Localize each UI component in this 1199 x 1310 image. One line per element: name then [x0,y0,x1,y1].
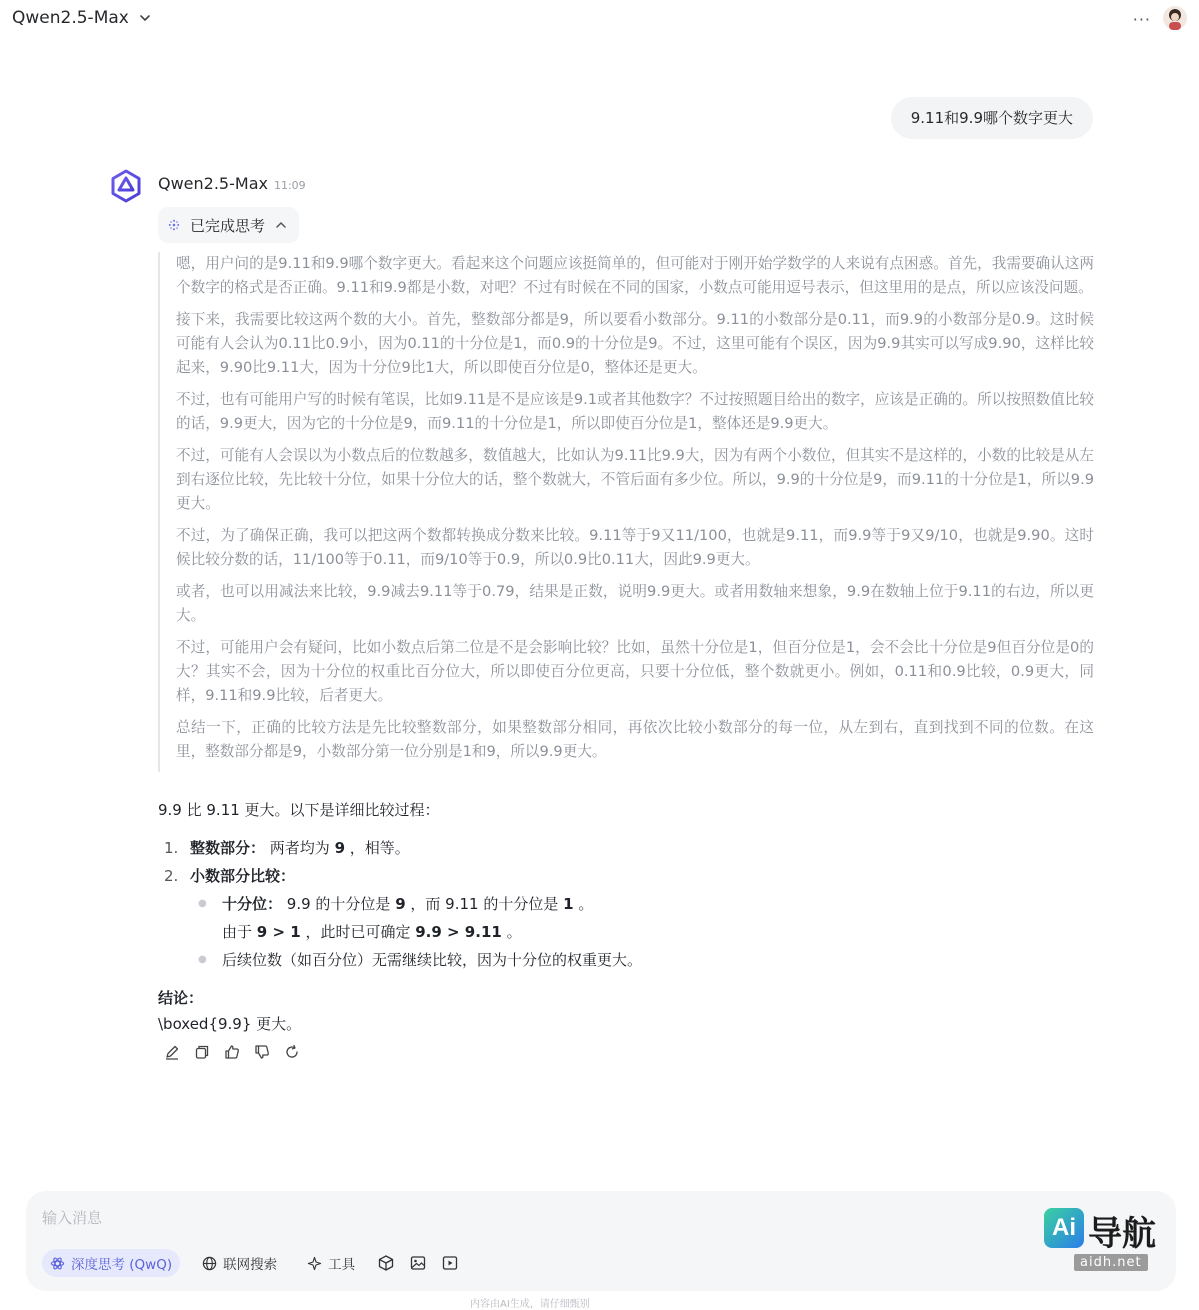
conclusion-heading [158,984,1088,1012]
item-label: 十分位 [222,895,268,913]
image-icon[interactable] [409,1254,427,1272]
conclusion-colon: ： [188,989,204,1007]
regenerate-icon[interactable] [284,1044,300,1060]
thinking-paragraph: 不过，可能有人会误以为小数点后的位数越多，数值越大，比如认为9.11比9.9大，因为有两个小数位，但其实不是这样的，小数的比较是从左到右逐位比较，先比较十分位，如果十分位大的话，整个数就大，不管后面有多少位。所以，9.9的十分位是9，而9.11的十分位是1，所以9.9更大。 [176,447,1094,512]
model-selector[interactable] [12,8,151,28]
list-item [158,834,1088,862]
item-bold: 1 [563,895,574,913]
bullet-dot-icon: ● [198,954,207,965]
assistant-answer [158,798,1088,1036]
sparkle-icon [168,219,180,231]
item-bold: 9 [334,839,346,857]
watermark-title: 导航 [1088,1214,1156,1254]
model-name: Qwen2.5-Max [12,8,129,28]
thumbs-down-icon[interactable] [254,1044,270,1060]
tools-label: 工具 [328,1257,356,1273]
thinking-status-label: 已完成思考 [190,216,266,235]
assistant-header [158,174,306,193]
copy-icon[interactable] [194,1044,210,1060]
unordered-list [196,946,1088,974]
answer-intro: 9.9 比 9.11 更大。以下是详细比较过程： [158,801,440,819]
item-text: ，此时已可确定 [300,923,416,941]
tools-button[interactable] [299,1249,363,1277]
item-text: 后续位数（如百分位）无需继续比较，因为十分位的权重更大。 [222,951,643,969]
video-icon[interactable] [441,1254,459,1272]
conclusion-text: \boxed{9.9} 更大。 [158,1015,302,1033]
watermark [1044,1208,1168,1274]
item-bold: 9 [395,895,406,913]
deep-think-toggle[interactable] [42,1249,180,1277]
item-bold: 9 > 1 [256,923,301,941]
item-colon: ： [267,895,283,913]
item-text: ，相等。 [345,839,410,857]
watermark-logo: Ai [1044,1208,1084,1248]
thinking-paragraph: 不过，可能用户会有疑问，比如小数点后第二位是不是会影响比较？比如，虽然十分位是1，但百分位是1，会不会比十分位是9但百分位是0的大？其实不会，因为十分位的权重比百分位大，所以即使百分位更高，只要十分位低，整个数就更小。例如，0.11和0.9比较，0.9更大，同样，9.11和9.9比较，后者更大。 [176,639,1094,704]
message-composer [26,1191,1176,1291]
top-bar [0,0,1199,40]
user-message-bubble: 9.11和9.9哪个数字更大 [891,97,1093,139]
bullet-continuation [222,918,1088,946]
chevron-down-icon [139,12,151,24]
item-text: ，而 9.11 的十分位是 [405,895,564,913]
item-label: 整数部分 [190,839,251,857]
item-bold: 9.9 > 9.11 [415,923,502,941]
watermark-url: aidh.net [1074,1254,1148,1271]
message-actions [164,1044,300,1060]
thinking-toggle-button[interactable] [158,207,299,243]
message-input[interactable]: 输入消息 [42,1209,103,1227]
bullet-item [196,890,1088,918]
item-text: 。 [573,895,594,913]
ordered-list [158,834,1088,974]
disclaimer-text: 内容由AI生成，请仔细甄别 [470,1299,590,1310]
avatar-image-icon [1163,6,1187,30]
thinking-paragraph: 或者，也可以用减法来比较，9.9减去9.11等于0.79，结果是正数，说明9.9更大。或者用数轴来想象，9.9在数轴上位于9.11的右边，所以更大。 [176,583,1094,624]
more-options-button[interactable]: ··· [1132,10,1151,29]
user-avatar[interactable] [1163,6,1187,30]
qwen-logo-icon [108,168,144,204]
item-text: 两者均为 [265,839,335,857]
deep-think-label: 深度思考 (QwQ) [71,1257,173,1273]
assistant-name: Qwen2.5-Max [158,174,268,193]
composer-toolbar [42,1249,459,1277]
chevron-up-icon [275,219,287,231]
thinking-paragraph: 嗯，用户问的是9.11和9.9哪个数字更大。看起来这个问题应该挺简单的，但可能对于刚开始学数学的人来说有点困惑。首先，我需要确认这两个数字的格式是否正确。9.11和9.9都是小数，对吧？不过有时候在不同的国家，小数点可能用逗号表示，但这里用的是点，所以应该没问题。 [176,255,1094,296]
web-search-toggle[interactable] [194,1249,285,1277]
thinking-content [158,252,1094,772]
item-label: 小数部分比较 [190,867,281,885]
web-search-label: 联网搜索 [223,1257,278,1273]
unordered-list [196,890,1088,918]
list-item [158,862,1088,890]
edit-icon[interactable] [164,1044,180,1060]
list-number: 2. [164,867,179,885]
thinking-paragraph: 总结一下，正确的比较方法是先比较整数部分，如果整数部分相同，再依次比较小数部分的每一位，从左到右，直到找到不同的位数。在这里，整数部分都是9，小数部分第一位分别是1和9，所以9.9更大。 [176,719,1094,760]
item-text: 9.9 的十分位是 [282,895,396,913]
thumbs-up-icon[interactable] [224,1044,240,1060]
bullet-item [196,946,1088,974]
atom-icon [50,1256,65,1271]
thinking-paragraph: 接下来，我需要比较这两个数的大小。首先，整数部分都是9，所以要看小数部分。9.11的小数部分是0.11，而9.9的小数部分是0.9。这时候可能有人会认为0.11比0.9小，因为0.11的十分位是1，而0.9的十分位是9。不过，这里可能有个误区，因为9.9其实可以写成9.90，这样比较起来，9.90比9.11大，因为十分位9比1大，所以即使百分位是0，整体还是更大。 [176,311,1094,376]
sparkle-tool-icon [307,1256,322,1271]
item-colon: ： [280,867,296,885]
thinking-paragraph: 不过，为了确保正确，我可以把这两个数都转换成分数来比较。9.11等于9又11/100，也就是9.11，而9.9等于9又9/10，也就是9.90。这时候比较分数的话，11/100等于0.11，而9/10等于0.9，所以0.9比0.11大，因此9.9更大。 [176,527,1094,568]
item-text: 由于 [222,923,257,941]
bullet-dot-icon: ● [198,898,207,909]
thinking-paragraph: 不过，也有可能用户写的时候有笔误，比如9.11是不是应该是9.1或者其他数字？不过按照题目给出的数字，应该是正确的。所以按照数值比较的话，9.9更大，因为它的十分位是9，而9.11的十分位是1，所以即使百分位是1，整体还是9.9更大。 [176,391,1094,432]
item-colon: ： [250,839,266,857]
list-number: 1. [164,839,179,857]
cube-icon[interactable] [377,1254,395,1272]
conclusion-label: 结论 [158,989,189,1007]
item-text: 。 [501,923,522,941]
message-time: 11:09 [273,179,306,192]
globe-icon [202,1256,217,1271]
